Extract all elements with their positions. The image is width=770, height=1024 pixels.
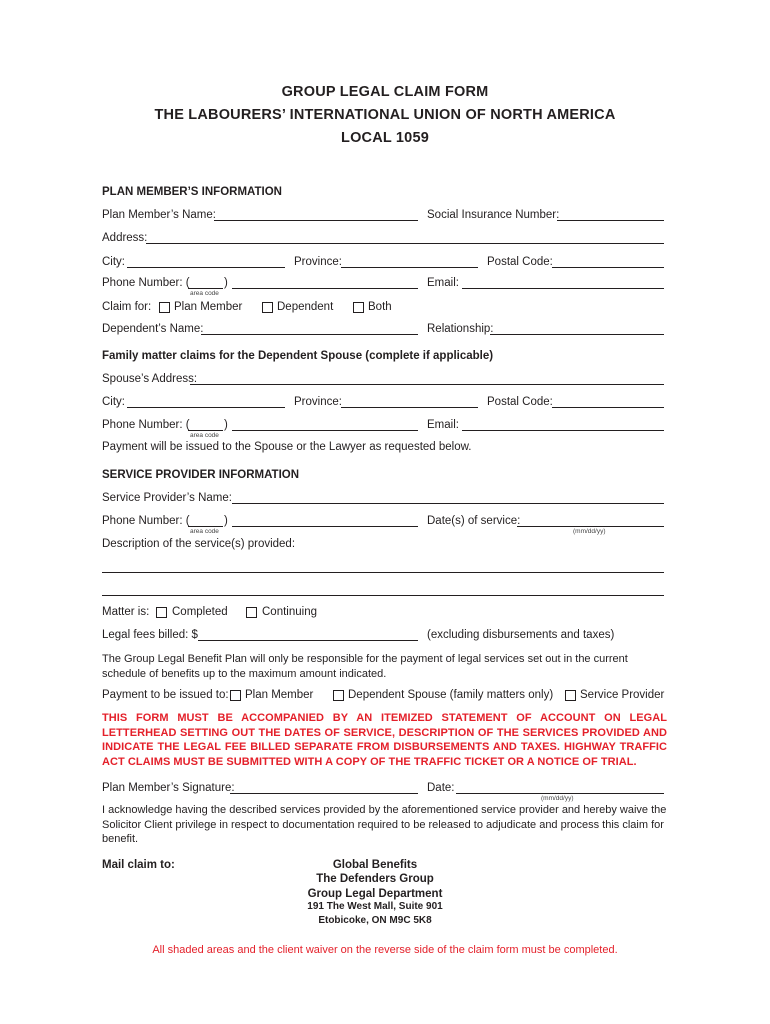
family-matter-heading: Family matter claims for the Dependent Spouse (complete if applicable) xyxy=(102,350,494,362)
spouse-city-field[interactable] xyxy=(127,407,285,408)
relationship-field[interactable] xyxy=(490,334,664,335)
signature-date-label: Date: xyxy=(427,782,455,794)
signature-label: Plan Member’s Signature: xyxy=(102,782,235,794)
spouse-area-code-caption: area code xyxy=(190,432,219,439)
matter-continuing-checkbox[interactable] xyxy=(246,607,257,618)
plan-responsibility-note: The Group Legal Benefit Plan will only be responsible for the payment of legal services set out in the current schedule of benefits up to the maximum amount indicated. xyxy=(102,653,628,680)
spouse-postal-code-label: Postal Code: xyxy=(487,396,553,408)
phone-paren-close: ) xyxy=(224,277,228,289)
claim-dependent-checkbox[interactable] xyxy=(262,302,273,313)
city-label: City: xyxy=(102,256,125,268)
payment-issued-label: Payment to be issued to: xyxy=(102,689,229,701)
legal-fees-field[interactable] xyxy=(198,640,418,641)
matter-completed-label: Completed xyxy=(172,606,228,618)
provider-phone-number-field[interactable] xyxy=(232,526,418,527)
pay-service-provider-checkbox[interactable] xyxy=(565,690,576,701)
signature-date-field[interactable] xyxy=(456,793,664,794)
relationship-label: Relationship: xyxy=(427,323,494,335)
legal-fees-note: (excluding disbursements and taxes) xyxy=(427,629,615,641)
spouse-email-label: Email: xyxy=(427,419,459,431)
pay-service-provider-label: Service Provider xyxy=(580,689,665,701)
spouse-province-label: Province: xyxy=(294,396,342,408)
union-name: THE LABOURERS’ INTERNATIONAL UNION OF NORTH AMERICA xyxy=(154,107,616,123)
mail-city: Etobicoke, ON M9C 5K8 xyxy=(318,915,432,926)
spouse-phone-label: Phone Number: ( xyxy=(102,419,190,431)
spouse-address-label: Spouse’s Address: xyxy=(102,373,198,385)
spouse-address-field[interactable] xyxy=(190,384,664,385)
service-dates-field[interactable] xyxy=(517,526,664,527)
local-number: LOCAL 1059 xyxy=(341,130,429,146)
email-label: Email: xyxy=(427,277,459,289)
mail-street: 191 The West Mall, Suite 901 xyxy=(307,901,443,912)
postal-code-field[interactable] xyxy=(552,267,664,268)
signature-date-format: (mm/dd/yy) xyxy=(541,795,574,802)
postal-code-label: Postal Code: xyxy=(487,256,553,268)
claim-plan-member-label: Plan Member xyxy=(174,301,243,313)
matter-continuing-label: Continuing xyxy=(262,606,317,618)
payment-note: Payment will be issued to the Spouse or the Lawyer as requested below. xyxy=(102,441,472,453)
service-dates-label: Date(s) of service: xyxy=(427,515,521,527)
email-field[interactable] xyxy=(462,288,664,289)
claim-plan-member-checkbox[interactable] xyxy=(159,302,170,313)
mail-group: The Defenders Group xyxy=(316,873,434,885)
province-field[interactable] xyxy=(341,267,478,268)
mail-department: Group Legal Department xyxy=(307,888,443,900)
description-field-line-2[interactable] xyxy=(102,595,664,596)
pay-plan-member-checkbox[interactable] xyxy=(230,690,241,701)
dependent-name-field[interactable] xyxy=(201,334,418,335)
footer-note: All shaded areas and the client waiver on the reverse side of the claim form must be completed. xyxy=(152,944,618,956)
service-date-format: (mm/dd/yy) xyxy=(573,528,606,535)
plan-member-name-field[interactable] xyxy=(214,220,418,221)
provider-area-code-caption: area code xyxy=(190,528,219,535)
phone-label: Phone Number: ( xyxy=(102,277,190,289)
spouse-postal-code-field[interactable] xyxy=(552,407,664,408)
phone-area-code-field[interactable] xyxy=(188,288,223,289)
spouse-city-label: City: xyxy=(102,396,125,408)
claim-both-label: Both xyxy=(368,301,392,313)
spouse-phone-paren-close: ) xyxy=(224,419,228,431)
plan-member-heading: PLAN MEMBER’S INFORMATION xyxy=(102,186,282,198)
plan-member-name-label: Plan Member’s Name: xyxy=(102,209,216,221)
claim-dependent-label: Dependent xyxy=(277,301,334,313)
spouse-province-field[interactable] xyxy=(341,407,478,408)
claim-for-label: Claim for: xyxy=(102,301,152,313)
address-label: Address: xyxy=(102,232,148,244)
matter-completed-checkbox[interactable] xyxy=(156,607,167,618)
mail-company: Global Benefits xyxy=(332,859,418,871)
legal-fees-label: Legal fees billed: $ xyxy=(102,629,198,641)
province-label: Province: xyxy=(294,256,342,268)
area-code-caption: area code xyxy=(190,290,219,297)
spouse-phone-area-code-field[interactable] xyxy=(188,430,223,431)
provider-name-label: Service Provider’s Name: xyxy=(102,492,232,504)
matter-is-label: Matter is: xyxy=(102,606,150,618)
provider-phone-label: Phone Number: ( xyxy=(102,515,190,527)
service-provider-heading: SERVICE PROVIDER INFORMATION xyxy=(102,469,300,481)
phone-number-field[interactable] xyxy=(232,288,418,289)
sin-field[interactable] xyxy=(557,220,664,221)
address-field[interactable] xyxy=(146,243,664,244)
provider-phone-area-code-field[interactable] xyxy=(188,526,223,527)
spouse-phone-number-field[interactable] xyxy=(232,430,418,431)
itemized-statement-warning: THIS FORM MUST BE ACCOMPANIED BY AN ITEMIZED STATEMENT OF ACCOUNT ON LEGAL LETTERHEAD SETTING OUT THE DATES OF SERVICE, DESCRIPTION OF THE SERVICES PROVIDED AND INDICATE THE LEGAL FEE BILLED SEPARATE FROM DISBURSEMENTS AND TAXES. HIGHWAY TRAFFIC ACT CLAIMS MUST BE SUBMITTED WITH A COPY OF THE TRAFFIC TICKET OR A NOTICE OF TRIAL. xyxy=(102,712,667,768)
provider-phone-paren-close: ) xyxy=(224,515,228,527)
dependent-name-label: Dependent’s Name: xyxy=(102,323,204,335)
provider-name-field[interactable] xyxy=(232,503,664,504)
pay-dependent-spouse-checkbox[interactable] xyxy=(333,690,344,701)
spouse-email-field[interactable] xyxy=(462,430,664,431)
pay-dependent-spouse-label: Dependent Spouse (family matters only) xyxy=(348,689,554,701)
signature-field[interactable] xyxy=(230,793,418,794)
acknowledgement-text: I acknowledge having the described services provided by the aforementioned service provider and hereby waive the Solicitor Client privilege in respect to documentation required to be released to adjudicate and process this claim for benefit. xyxy=(102,804,667,845)
pay-plan-member-label: Plan Member xyxy=(245,689,314,701)
form-title: GROUP LEGAL CLAIM FORM xyxy=(281,84,489,100)
city-field[interactable] xyxy=(127,267,285,268)
description-label: Description of the service(s) provided: xyxy=(102,538,296,550)
description-field-line-1[interactable] xyxy=(102,572,664,573)
mail-claim-label: Mail claim to: xyxy=(102,859,175,871)
sin-label: Social Insurance Number: xyxy=(427,209,560,221)
claim-both-checkbox[interactable] xyxy=(353,302,364,313)
